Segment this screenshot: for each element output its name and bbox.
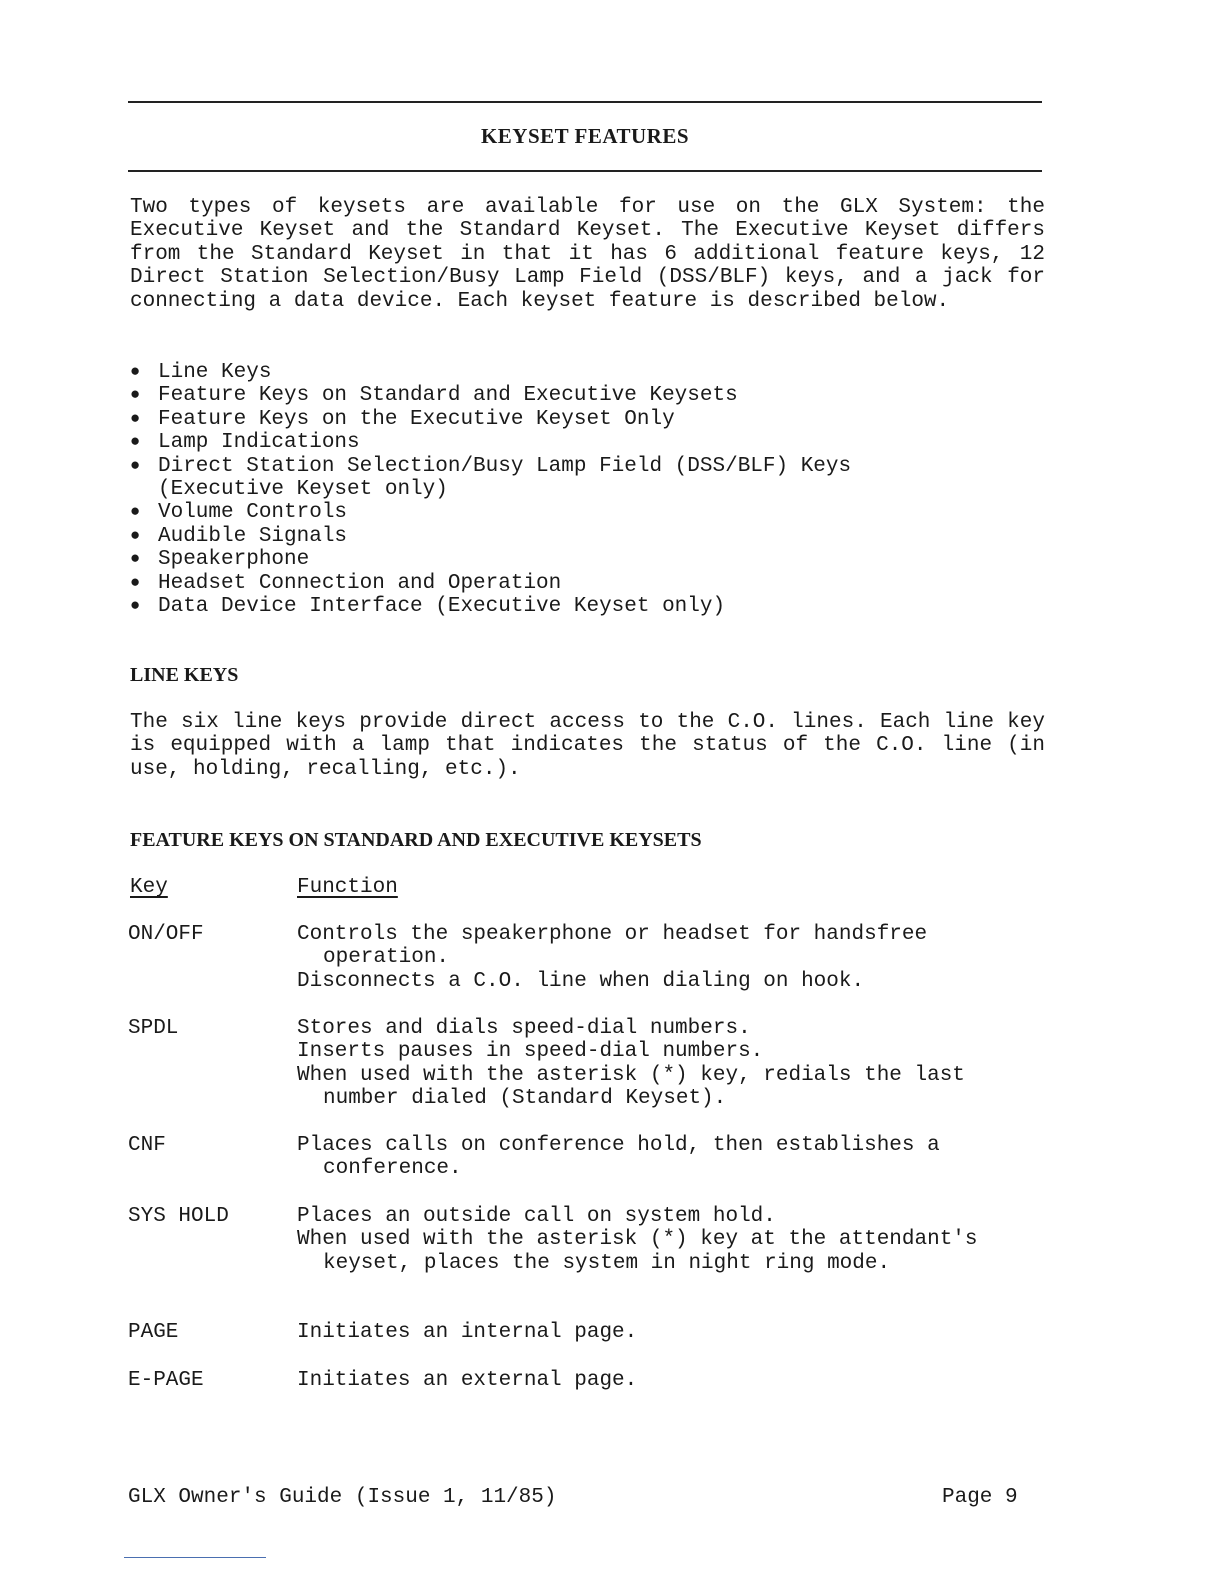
key-name: SYS HOLD [128, 1205, 229, 1228]
key-name: SPDL [128, 1017, 179, 1040]
bullet-icon: ● [130, 550, 141, 570]
bullet-icon: ● [130, 597, 141, 617]
bullet-icon: ● [130, 409, 141, 429]
list-item: ● Volume Controls [130, 501, 348, 525]
bullet-icon: ● [130, 503, 141, 523]
key-function: Stores and dials speed-dial numbers. Inserts pauses in speed-dial numbers. When used with the asterisk (*) key, redials the last number dialed (Standard Keyset). [297, 1017, 965, 1111]
intro-paragraph: Two types of keysets are available for use on the GLX System: the Executive Keyset and the Standard Keyset. The Executive Keyset differs from the Standard Keyset in that it has 6 additional feature keys, 12 Direct Station Selection/Busy Lamp Field (DSS/BLF) keys, and a jack for connecting a data device. Each keyset feature is described below. [130, 196, 1045, 313]
list-item: ● Data Device Interface (Executive Keyset only) [130, 595, 726, 619]
footer-document-title: GLX Owner's Guide (Issue 1, 11/85) [128, 1486, 557, 1509]
list-item: ● Audible Signals [130, 524, 348, 548]
list-item: ● Direct Station Selection/Busy Lamp Field (DSS/BLF) Keys (Executive Keyset only) [130, 454, 852, 502]
key-column-header: Key [130, 876, 168, 899]
key-name: PAGE [128, 1321, 179, 1344]
line-keys-heading: LINE KEYS [130, 664, 239, 686]
key-name: ON/OFF [128, 923, 204, 946]
key-function: Initiates an external page. [297, 1369, 638, 1392]
bullet-icon: ● [130, 526, 141, 546]
key-function: Initiates an internal page. [297, 1321, 638, 1344]
line-keys-paragraph: The six line keys provide direct access to the C.O. lines. Each line key is equipped with a lamp that indicates the status of the C.O. line (in use, holding, recalling, etc.). [130, 711, 1045, 781]
list-item: ● Feature Keys on Standard and Executive Keysets [130, 384, 738, 408]
bullet-icon: ● [130, 456, 141, 476]
list-item: ● Feature Keys on the Executive Keyset Only [130, 407, 675, 431]
key-name: E-PAGE [128, 1369, 204, 1392]
bullet-icon: ● [130, 433, 141, 453]
key-name: CNF [128, 1134, 166, 1157]
bullet-icon: ● [130, 363, 141, 382]
key-function: Places an outside call on system hold. When used with the asterisk (*) key at the attendant's keyset, places the system in night ring mode. [297, 1205, 978, 1275]
title-underline-rule [128, 170, 1042, 172]
top-rule [128, 101, 1042, 103]
page-title: KEYSET FEATURES [480, 124, 690, 148]
list-item: ● Headset Connection and Operation [130, 571, 562, 595]
bullet-icon: ● [130, 386, 141, 406]
footer-page-number: Page 9 [942, 1486, 1018, 1509]
feature-list [130, 361, 1045, 618]
list-item: ● Line Keys [130, 361, 272, 384]
key-function: Controls the speakerphone or headset for handsfree operation. Disconnects a C.O. line when dialing on hook. [297, 923, 928, 993]
list-item: ● Lamp Indications [130, 431, 360, 455]
function-column-header: Function [297, 876, 398, 899]
key-function: Places calls on conference hold, then establishes a conference. [297, 1134, 940, 1181]
bullet-icon: ● [130, 573, 141, 593]
list-item: ● Speakerphone [130, 548, 310, 572]
bottom-divider [124, 1557, 266, 1558]
feature-keys-heading: FEATURE KEYS ON STANDARD AND EXECUTIVE KEYSETS [130, 829, 702, 851]
